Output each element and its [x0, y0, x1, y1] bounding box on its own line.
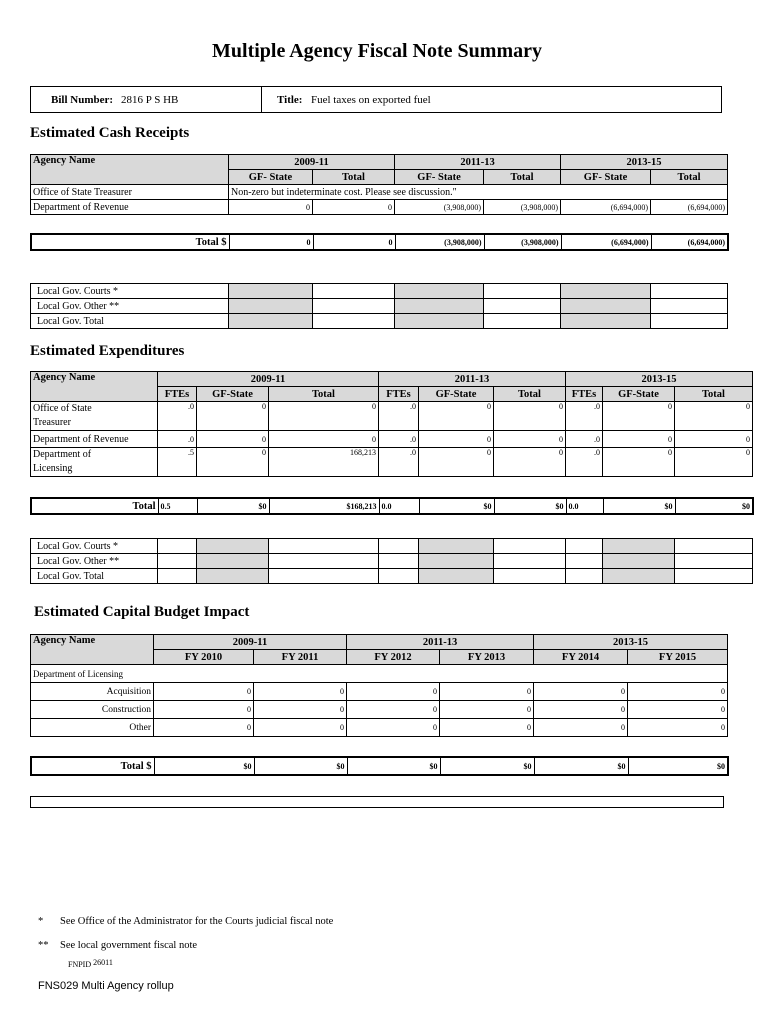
column-header: Total — [494, 387, 566, 402]
agency-name: Department of Revenue — [31, 431, 158, 448]
total-row — [31, 234, 728, 250]
cell-value: 0 — [419, 402, 494, 431]
cell-value: .0 — [566, 431, 603, 448]
cell-value: .0 — [566, 448, 603, 477]
local-gov-label: Local Gov. Total — [31, 314, 229, 329]
agency-name: Department of Licensing — [31, 665, 728, 683]
cell-value: 0 — [603, 402, 675, 431]
cell-value: (3,908,000) — [484, 200, 561, 215]
total-value: 0.5 — [158, 498, 197, 514]
table-row — [31, 402, 753, 431]
total-value: $0 — [494, 498, 566, 514]
fnpid-value: 26011 — [93, 958, 113, 967]
fnpid-label: FNPID — [68, 960, 92, 969]
total-value: $0 — [347, 757, 440, 775]
cell-value: 168,213 — [269, 448, 379, 477]
column-header: FY 2011 — [254, 650, 347, 665]
column-header: GF-State — [603, 387, 675, 402]
period-header: 2013-15 — [534, 635, 728, 650]
cell-value: 0 — [419, 448, 494, 477]
table-row — [31, 719, 728, 737]
footnote-mark: * — [38, 916, 44, 927]
agency-name: Department of Licensing — [31, 448, 158, 477]
cell-value: 0 — [675, 402, 753, 431]
period-header: 2013-15 — [566, 372, 753, 387]
agency-name-header: Agency Name — [31, 155, 229, 185]
total-value: $0 — [154, 757, 254, 775]
table-row — [31, 284, 728, 299]
agency-name-header: Agency Name — [31, 372, 158, 402]
expenditures-table — [30, 371, 753, 477]
cell-value: 0 — [628, 701, 728, 719]
expenditures-heading: Estimated Expenditures — [30, 343, 185, 359]
table-row — [31, 431, 753, 448]
cell-value: 0 — [347, 719, 440, 737]
cell-value: .0 — [379, 431, 419, 448]
column-header: GF- State — [561, 170, 651, 185]
cell-value: .0 — [379, 448, 419, 477]
column-header: FY 2010 — [154, 650, 254, 665]
total-value: (6,694,000) — [561, 234, 651, 250]
bill-number: 2816 P S HB — [121, 94, 179, 106]
table-row — [31, 299, 728, 314]
column-header: FY 2015 — [628, 650, 728, 665]
total-value: 0.0 — [566, 498, 603, 514]
cell-value: 0 — [440, 719, 534, 737]
cell-value: 0 — [603, 431, 675, 448]
row-label: Construction — [31, 701, 154, 719]
table-row — [31, 569, 753, 584]
column-header: GF- State — [229, 170, 313, 185]
bill-info-box — [30, 86, 722, 113]
table-row — [31, 665, 728, 683]
column-header: Total — [313, 170, 395, 185]
cell-value: 0 — [154, 683, 254, 701]
column-header: Total — [651, 170, 728, 185]
cell-value: 0 — [197, 431, 269, 448]
bill-title-label: Title: — [277, 94, 303, 106]
cell-value: .5 — [158, 448, 197, 477]
cell-value: 0 — [313, 200, 395, 215]
period-header: 2009-11 — [158, 372, 379, 387]
period-header: 2009-11 — [154, 635, 347, 650]
cell-value: 0 — [494, 448, 566, 477]
cell-value: 0 — [254, 683, 347, 701]
cell-value: 0 — [154, 701, 254, 719]
cell-value: 0 — [675, 431, 753, 448]
agency-name-header: Agency Name — [31, 635, 154, 665]
capital-total-table — [30, 756, 729, 776]
footnote-mark: ** — [38, 940, 49, 951]
total-label: Total — [31, 498, 158, 514]
cell-value: 0 — [419, 431, 494, 448]
form-id: FNS029 Multi Agency rollup — [38, 980, 174, 992]
footnote-text: See Office of the Administrator for the Courts judicial fiscal note — [60, 916, 334, 927]
expenditures-local-gov-table — [30, 538, 753, 584]
cell-value: 0 — [254, 701, 347, 719]
cell-value: 0 — [229, 200, 313, 215]
cell-value: 0 — [154, 719, 254, 737]
total-value: 0 — [313, 234, 395, 250]
cell-value: 0 — [269, 402, 379, 431]
empty-box — [30, 796, 724, 808]
total-value: $0 — [254, 757, 347, 775]
period-header: 2011-13 — [347, 635, 534, 650]
cell-value: 0 — [197, 402, 269, 431]
cell-value: 0 — [269, 431, 379, 448]
column-header: FY 2013 — [440, 650, 534, 665]
column-header: FTEs — [566, 387, 603, 402]
total-value: 0 — [229, 234, 313, 250]
fnpid — [68, 960, 113, 969]
cell-value: (6,694,000) — [561, 200, 651, 215]
total-row — [31, 498, 753, 514]
cell-value: 0 — [347, 701, 440, 719]
cash-total-table — [30, 233, 729, 251]
cell-value: 0 — [603, 448, 675, 477]
divider — [261, 87, 262, 112]
column-header: GF-State — [419, 387, 494, 402]
cell-value: .0 — [566, 402, 603, 431]
cell-value: 0 — [675, 448, 753, 477]
row-label: Acquisition — [31, 683, 154, 701]
table-row — [31, 554, 753, 569]
cash-receipts-table — [30, 154, 728, 215]
table-row — [31, 539, 753, 554]
cell-value: 0 — [534, 719, 628, 737]
indeterminate-note: Non-zero but indeterminate cost. Please see discussion." — [229, 185, 728, 200]
capital-budget-table — [30, 634, 728, 737]
table-row — [31, 314, 728, 329]
column-header: FTEs — [379, 387, 419, 402]
footnote-text: See local government fiscal note — [60, 940, 198, 951]
total-value: $0 — [603, 498, 675, 514]
local-gov-label: Local Gov. Other ** — [31, 554, 158, 569]
table-row — [31, 200, 728, 215]
total-value: (3,908,000) — [395, 234, 484, 250]
table-row — [31, 185, 728, 200]
total-value: $0 — [675, 498, 753, 514]
column-header: FY 2014 — [534, 650, 628, 665]
row-label: Other — [31, 719, 154, 737]
local-gov-label: Local Gov. Total — [31, 569, 158, 584]
page-title: Multiple Agency Fiscal Note Summary — [212, 40, 542, 62]
cell-value: (3,908,000) — [395, 200, 484, 215]
total-value: $168,213 — [269, 498, 379, 514]
cash-local-gov-table — [30, 283, 728, 329]
column-header: Total — [484, 170, 561, 185]
table-row — [31, 683, 728, 701]
local-gov-label: Local Gov. Other ** — [31, 299, 229, 314]
cell-value: 0 — [197, 448, 269, 477]
cell-value: .0 — [158, 402, 197, 431]
cell-value: 0 — [494, 431, 566, 448]
table-row — [31, 448, 753, 477]
cell-value: .0 — [158, 431, 197, 448]
total-value: $0 — [534, 757, 628, 775]
total-row — [31, 757, 728, 775]
agency-name: Department of Revenue — [31, 200, 229, 215]
cell-value: 0 — [628, 683, 728, 701]
column-header: GF- State — [395, 170, 484, 185]
period-header: 2009-11 — [229, 155, 395, 170]
cell-value: 0 — [534, 701, 628, 719]
cell-value: 0 — [347, 683, 440, 701]
total-value: $0 — [628, 757, 728, 775]
capital-budget-heading: Estimated Capital Budget Impact — [34, 604, 250, 620]
total-label: Total $ — [31, 234, 229, 250]
period-header: 2013-15 — [561, 155, 728, 170]
column-header: GF-State — [197, 387, 269, 402]
local-gov-label: Local Gov. Courts * — [31, 539, 158, 554]
bill-number-label: Bill Number: — [51, 94, 114, 106]
total-value: $0 — [440, 757, 534, 775]
cash-receipts-heading: Estimated Cash Receipts — [30, 125, 190, 141]
cell-value: 0 — [534, 683, 628, 701]
cell-value: 0 — [440, 683, 534, 701]
total-label: Total $ — [31, 757, 154, 775]
local-gov-label: Local Gov. Courts * — [31, 284, 229, 299]
total-value: (6,694,000) — [651, 234, 728, 250]
column-header: Total — [269, 387, 379, 402]
cell-value: (6,694,000) — [651, 200, 728, 215]
agency-name: Office of State Treasurer — [31, 185, 229, 200]
total-value: $0 — [197, 498, 269, 514]
cell-value: 0 — [494, 402, 566, 431]
column-header: Total — [675, 387, 753, 402]
cell-value: 0 — [440, 701, 534, 719]
total-value: $0 — [419, 498, 494, 514]
bill-title: Fuel taxes on exported fuel — [311, 94, 431, 106]
total-value: 0.0 — [379, 498, 419, 514]
agency-name: Office of State Treasurer — [31, 402, 158, 431]
cell-value: 0 — [254, 719, 347, 737]
expenditures-total-table — [30, 497, 754, 515]
column-header: FTEs — [158, 387, 197, 402]
cell-value: 0 — [628, 719, 728, 737]
total-value: (3,908,000) — [484, 234, 561, 250]
period-header: 2011-13 — [379, 372, 566, 387]
column-header: FY 2012 — [347, 650, 440, 665]
table-row — [31, 701, 728, 719]
period-header: 2011-13 — [395, 155, 561, 170]
cell-value: .0 — [379, 402, 419, 431]
